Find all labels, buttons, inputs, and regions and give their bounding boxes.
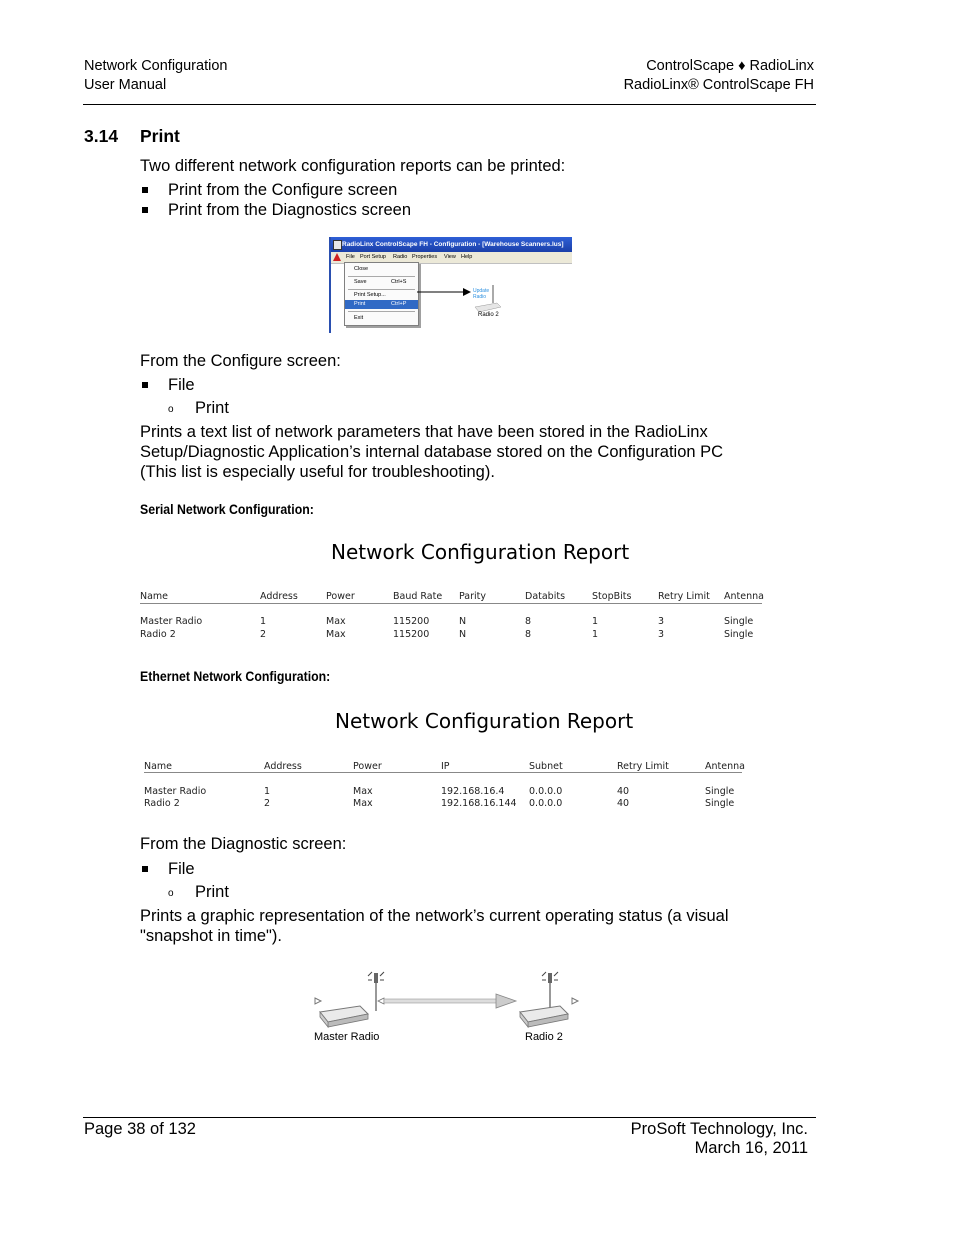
window-title: RadioLinx ControlScape FH - Configuration - [Warehouse Scanners.lus] bbox=[342, 241, 564, 248]
menu-properties[interactable]: Properties bbox=[412, 254, 438, 260]
radio-device-icon bbox=[471, 285, 503, 315]
serial-col-header: Power bbox=[326, 591, 355, 602]
diagnostic-desc-line2: "snapshot in time"). bbox=[140, 927, 282, 945]
intro-bullet-diagnostics: Print from the Diagnostics screen bbox=[168, 201, 412, 219]
menu-item-print[interactable] bbox=[345, 300, 418, 309]
footer-date: March 16, 2011 bbox=[694, 1139, 808, 1157]
menu-file[interactable]: File bbox=[346, 254, 355, 260]
serial-col-header: Parity bbox=[459, 591, 487, 602]
configure-sub-bullet-print: Print bbox=[195, 399, 229, 417]
ethernet-cell: Master Radio bbox=[144, 786, 207, 797]
radio-2-label: Radio 2 bbox=[525, 1031, 563, 1043]
ethernet-col-header: IP bbox=[441, 761, 450, 772]
ethernet-col-header: Name bbox=[144, 761, 173, 772]
menu-item-shortcut: Ctrl+S bbox=[391, 279, 407, 285]
section-number: 3.14 bbox=[84, 126, 119, 146]
sub-bullet-marker: o bbox=[168, 404, 174, 415]
serial-cell: 2 bbox=[260, 629, 267, 640]
serial-cell: 115200 bbox=[393, 616, 430, 627]
menu-help[interactable]: Help bbox=[461, 254, 473, 260]
serial-report-title: Network Configuration Report bbox=[331, 540, 630, 564]
master-radio-label: Master Radio bbox=[314, 1031, 380, 1043]
menu-item-close[interactable] bbox=[345, 265, 418, 274]
serial-cell: 3 bbox=[658, 616, 665, 627]
menu-port-setup[interactable]: Port Setup bbox=[360, 254, 386, 260]
ethernet-cell: 192.168.16.144 bbox=[441, 798, 517, 809]
menu-item-exit[interactable] bbox=[345, 314, 418, 323]
configure-bullet-file: File bbox=[168, 376, 195, 394]
menu-separator bbox=[348, 276, 415, 277]
serial-cell: 1 bbox=[260, 616, 267, 627]
radio-2-icon bbox=[520, 972, 578, 1027]
bullet-marker bbox=[142, 866, 148, 872]
serial-col-header: Retry Limit bbox=[658, 591, 710, 602]
sub-bullet-marker: o bbox=[168, 888, 174, 899]
header-product-name: RadioLinx® ControlScape FH bbox=[623, 77, 814, 93]
diagnostic-bullet-file: File bbox=[168, 860, 195, 878]
menu-separator bbox=[348, 311, 415, 312]
ethernet-col-header: Address bbox=[264, 761, 302, 772]
serial-col-header: StopBits bbox=[592, 591, 632, 602]
serial-cell: 8 bbox=[525, 629, 532, 640]
window-title-bar bbox=[331, 237, 572, 252]
serial-cell: Master Radio bbox=[140, 616, 203, 627]
footer-company: ProSoft Technology, Inc. bbox=[630, 1120, 808, 1138]
ethernet-cell: 2 bbox=[264, 798, 271, 809]
serial-col-header: Antenna bbox=[724, 591, 764, 602]
ethernet-cell: 192.168.16.4 bbox=[441, 786, 505, 797]
menu-item-print-setup[interactable] bbox=[345, 291, 418, 300]
menu-item-label: Exit bbox=[354, 315, 364, 321]
warning-icon bbox=[333, 253, 341, 261]
ethernet-header-rule bbox=[144, 772, 742, 773]
link-arrow bbox=[417, 285, 477, 299]
menu-item-label: Print bbox=[354, 301, 366, 307]
footer-page-number: Page 38 of 132 bbox=[84, 1120, 196, 1138]
bullet-marker bbox=[142, 207, 148, 213]
bullet-marker bbox=[142, 187, 148, 193]
bullet-marker bbox=[142, 382, 148, 388]
serial-cell: 8 bbox=[525, 616, 532, 627]
ethernet-report-title: Network Configuration Report bbox=[335, 709, 634, 733]
menu-item-label: Close bbox=[354, 266, 369, 272]
diagnostic-lead: From the Diagnostic screen: bbox=[140, 835, 347, 853]
configure-lead: From the Configure screen: bbox=[140, 352, 341, 370]
ethernet-col-header: Subnet bbox=[529, 761, 563, 772]
diagnostic-sub-bullet-print: Print bbox=[195, 883, 229, 901]
update-label-line2: Radio bbox=[473, 294, 487, 300]
ethernet-col-header: Power bbox=[353, 761, 382, 772]
serial-cell: N bbox=[459, 616, 467, 627]
app-icon bbox=[333, 240, 342, 250]
serial-col-header: Name bbox=[140, 591, 169, 602]
ethernet-cell: Radio 2 bbox=[144, 798, 180, 809]
configure-desc-line3: (This list is especially useful for troubleshooting). bbox=[140, 463, 495, 481]
diagnostic-network-graphic bbox=[310, 970, 590, 1030]
header-rule bbox=[83, 104, 816, 105]
serial-cell: Max bbox=[326, 616, 346, 627]
menu-item-label: Print Setup... bbox=[354, 292, 386, 298]
diagnostic-desc-line1: Prints a graphic representation of the network’s current operating status (a visual bbox=[140, 907, 729, 925]
ethernet-cell: 0.0.0.0 bbox=[529, 798, 563, 809]
ethernet-cell: Single bbox=[705, 786, 735, 797]
serial-col-header: Baud Rate bbox=[393, 591, 443, 602]
ethernet-cell: 40 bbox=[617, 786, 630, 797]
serial-header-rule bbox=[140, 603, 762, 604]
ethernet-cell: 40 bbox=[617, 798, 630, 809]
radio-link-arrow bbox=[378, 994, 516, 1008]
header-doc-type: User Manual bbox=[84, 77, 167, 93]
ethernet-col-header: Antenna bbox=[705, 761, 745, 772]
menu-item-shortcut: Ctrl+P bbox=[391, 301, 407, 307]
menu-view[interactable]: View bbox=[444, 254, 456, 260]
ethernet-heading: Ethernet Network Configuration: bbox=[140, 668, 331, 684]
menu-item-save[interactable] bbox=[345, 278, 418, 287]
ethernet-col-header: Retry Limit bbox=[617, 761, 669, 772]
update-label-line1: Update bbox=[473, 288, 490, 294]
serial-col-header: Address bbox=[260, 591, 298, 602]
ethernet-cell: Single bbox=[705, 798, 735, 809]
serial-cell: Single bbox=[724, 629, 754, 640]
intro-bullet-configure: Print from the Configure screen bbox=[168, 181, 398, 199]
serial-cell: 115200 bbox=[393, 629, 430, 640]
footer-rule bbox=[83, 1117, 816, 1118]
serial-cell: Max bbox=[326, 629, 346, 640]
ethernet-cell: 0.0.0.0 bbox=[529, 786, 563, 797]
configure-desc-line2: Setup/Diagnostic Application’s internal database stored on the Configuration PC bbox=[140, 443, 724, 461]
file-menu-dropdown bbox=[344, 262, 419, 326]
master-radio-icon bbox=[315, 972, 384, 1027]
ethernet-cell: Max bbox=[353, 798, 373, 809]
header-product-line: ControlScape ♦ RadioLinx bbox=[646, 58, 814, 74]
configure-desc-line1: Prints a text list of network parameters that have been stored in the RadioLinx bbox=[140, 423, 708, 441]
serial-cell: N bbox=[459, 629, 467, 640]
radio-2-label: Radio 2 bbox=[478, 312, 499, 318]
serial-col-header: Databits bbox=[525, 591, 566, 602]
serial-cell: 1 bbox=[592, 629, 599, 640]
header-doc-title: Network Configuration bbox=[84, 58, 228, 74]
section-title: Print bbox=[140, 126, 180, 146]
menu-radio[interactable]: Radio bbox=[393, 254, 408, 260]
serial-cell: Radio 2 bbox=[140, 629, 176, 640]
ethernet-cell: 1 bbox=[264, 786, 271, 797]
configure-screenshot bbox=[329, 237, 572, 333]
menu-item-label: Save bbox=[354, 279, 367, 285]
serial-heading: Serial Network Configuration: bbox=[140, 501, 314, 517]
serial-cell: 1 bbox=[592, 616, 599, 627]
serial-cell: 3 bbox=[658, 629, 665, 640]
menu-separator bbox=[348, 289, 415, 290]
ethernet-cell: Max bbox=[353, 786, 373, 797]
serial-cell: Single bbox=[724, 616, 754, 627]
section-intro: Two different network configuration reports can be printed: bbox=[140, 157, 566, 175]
